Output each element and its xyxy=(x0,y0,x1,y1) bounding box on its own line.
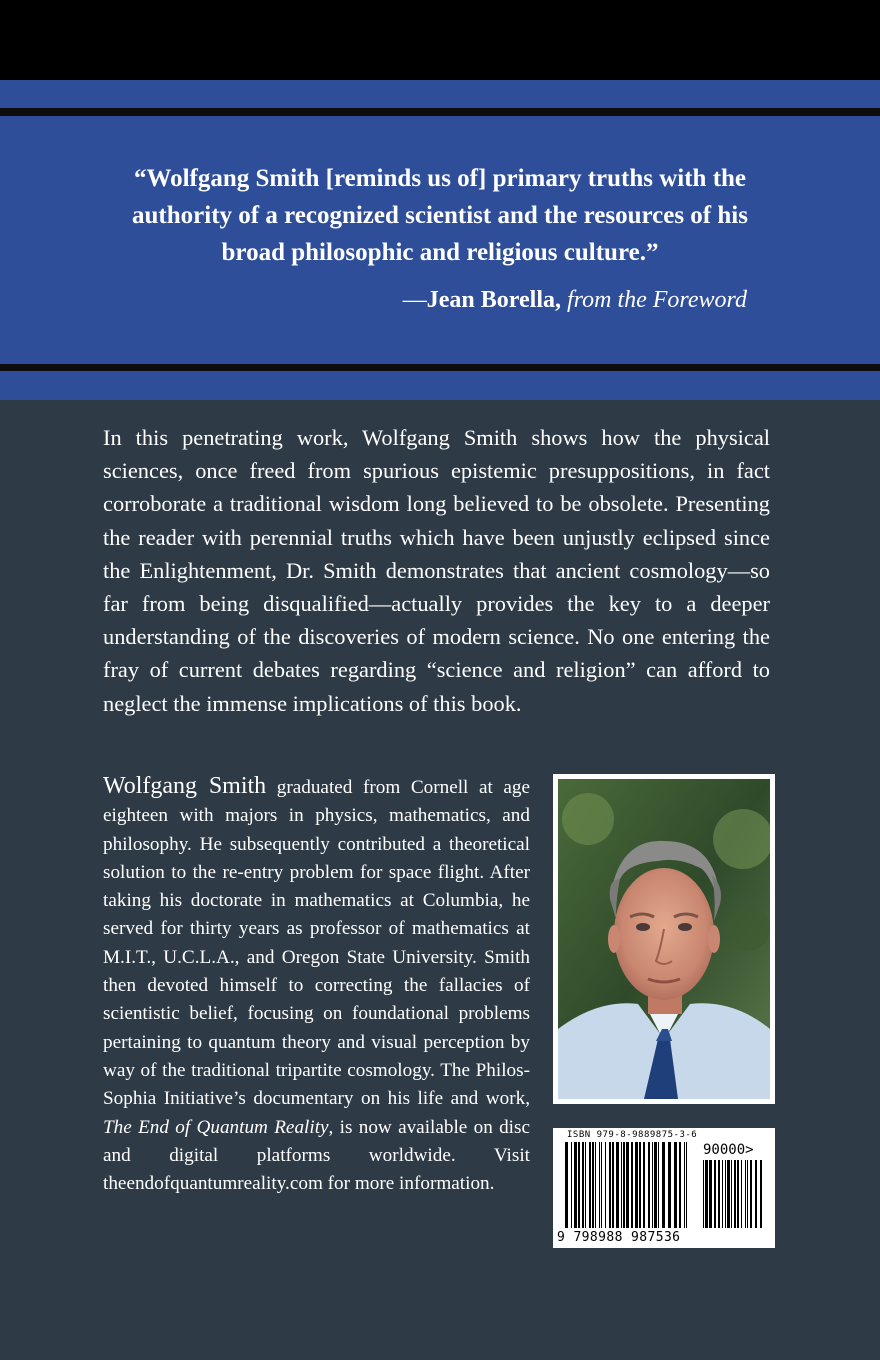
barcode-bar xyxy=(727,1160,730,1228)
barcode-bar xyxy=(725,1160,726,1228)
barcode-bar xyxy=(589,1142,591,1228)
barcode-bar xyxy=(612,1142,614,1228)
barcode-bar xyxy=(703,1160,704,1228)
documentary-title: The End of Quantum Reality xyxy=(103,1116,329,1138)
barcode-bar xyxy=(599,1142,600,1228)
barcode-bar xyxy=(755,1160,757,1228)
barcode-bar xyxy=(734,1160,736,1228)
author-photo xyxy=(558,779,770,1099)
barcode-bar xyxy=(662,1142,665,1228)
barcode-bar xyxy=(601,1142,602,1228)
barcode-bar xyxy=(684,1142,685,1228)
barcode-bar xyxy=(686,1142,687,1228)
isbn-barcode xyxy=(553,1128,775,1248)
barcode-bar xyxy=(582,1142,584,1228)
barcode-bar xyxy=(709,1160,712,1228)
bio-text-part2: , is now available on disc and digital platforms worldwide. Visit theendofquantumreality.com for more information. xyxy=(103,1116,530,1195)
barcode-bar xyxy=(609,1142,611,1228)
barcode-bar xyxy=(578,1142,580,1228)
author-bio xyxy=(103,772,530,1198)
bio-text-part1: graduated from Cornell at age eighteen with majors in physics, mathematics, and philosophy. He subsequently contributed a theoretical solution to the re-entry problem for space flight. After taking his doctorate in mathematics at Columbia, he served for thirty years as professor of mathematics at M.I.T., U.C.L.A., and Oregon State University. Smith then devoted himself to correcting the fallacies of scientistic belief, focusing on foundational problems pertaining to quantum theory and visual perception by way of the traditional tripartite cosmology. The Philos-Sophia Initiative’s documentary on his life and work, xyxy=(103,777,530,1110)
upper-divider-line xyxy=(0,108,880,116)
attribution-dash: — xyxy=(402,287,427,313)
barcode-bar xyxy=(747,1160,748,1228)
barcode-bar xyxy=(648,1142,650,1228)
attribution-source: from the Foreword xyxy=(567,287,747,313)
barcode-bar xyxy=(565,1142,568,1228)
barcode-bar xyxy=(621,1142,622,1228)
price-code: 90000> xyxy=(703,1142,754,1158)
barcode-bar xyxy=(737,1160,739,1228)
barcode-bar xyxy=(643,1142,645,1228)
barcode-bar xyxy=(679,1142,681,1228)
barcode-bar xyxy=(745,1160,746,1228)
barcode-bar xyxy=(674,1142,677,1228)
book-description: In this penetrating work, Wolfgang Smith shows how the physical sciences, once freed from spurious epistemic presuppositions, in fact corroborate a traditional wisdom long believed to be obsolete. Presenting the reader with perennial truths which have been unjustly eclipsed since the Enlightenment, Dr. Smith demonstrates that ancient cosmology—so far from being disqualified—actually provides the key to a deeper understanding of the discoveries of modern science. No one entering the fray of current debates regarding “science and religion” can afford to neglect the immense implications of this book. xyxy=(103,425,770,716)
barcode-bar xyxy=(635,1142,638,1228)
barcode-bar xyxy=(718,1160,720,1228)
barcode-bar xyxy=(616,1142,619,1228)
barcode-bar xyxy=(571,1142,572,1228)
lower-divider-line xyxy=(0,364,880,371)
barcode-bar xyxy=(714,1160,716,1228)
barcode-bar xyxy=(639,1142,641,1228)
barcode-bar xyxy=(592,1142,594,1228)
barcode-bar xyxy=(731,1160,732,1228)
top-black-bar xyxy=(0,0,880,80)
barcode-bar xyxy=(626,1142,629,1228)
isbn-digits: 9 798988 987536 xyxy=(557,1230,681,1245)
barcode-bar xyxy=(652,1142,653,1228)
barcode-bar xyxy=(585,1142,586,1228)
barcode-bar xyxy=(595,1142,596,1228)
barcode-bar xyxy=(658,1142,659,1228)
upper-blue-stripe xyxy=(0,80,880,108)
attribution-name: Jean Borella, xyxy=(426,287,561,313)
barcode-bar xyxy=(623,1142,625,1228)
quote-attribution xyxy=(403,284,747,316)
author-name: Wolfgang Smith xyxy=(103,773,267,799)
barcode-bar xyxy=(631,1142,633,1228)
barcode-bar xyxy=(741,1160,742,1228)
barcode-bar xyxy=(722,1160,723,1228)
barcode-bar xyxy=(654,1142,657,1228)
barcode-bar xyxy=(605,1142,606,1228)
lower-blue-stripe xyxy=(0,371,880,400)
barcode-bar xyxy=(668,1142,671,1228)
barcode-bar xyxy=(760,1160,762,1228)
barcode-bar xyxy=(750,1160,752,1228)
endorsement-quote: “Wolfgang Smith [reminds us of] primary truths with the authority of a recognized scientist and the resources of his broad philosophic and religious culture.” xyxy=(132,165,748,266)
author-photo-frame xyxy=(553,774,775,1104)
barcode-bar xyxy=(705,1160,708,1228)
isbn-label: ISBN 979-8-9889875-3-6 xyxy=(567,1130,698,1140)
barcode-bar xyxy=(574,1142,577,1228)
